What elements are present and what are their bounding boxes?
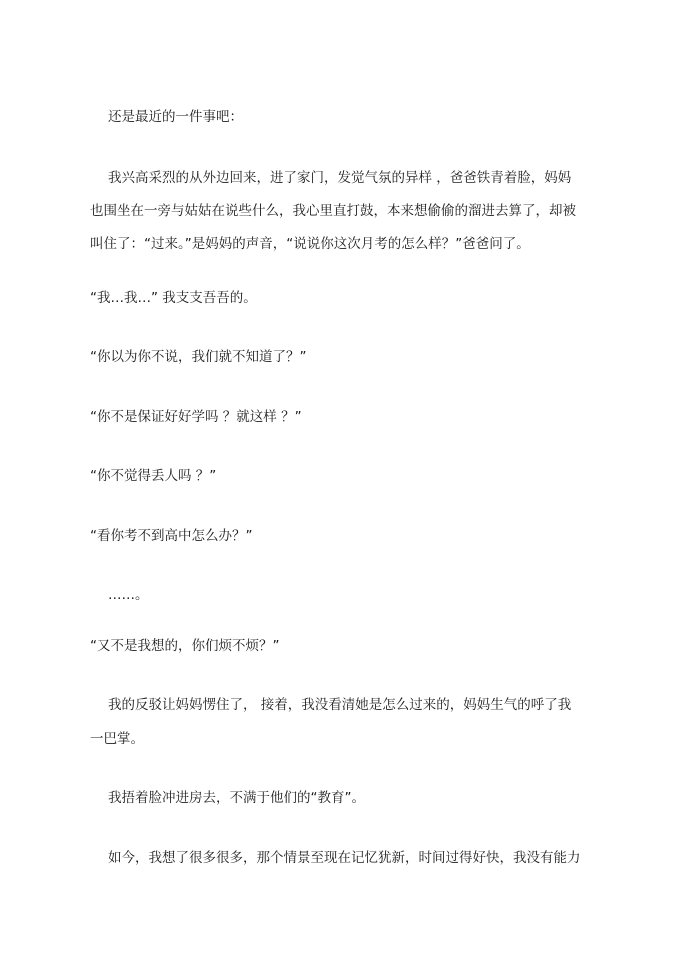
- dialogue-line-3: “你不是保证好好学吗 ？就这样 ？”: [90, 409, 302, 425]
- paragraph-10-line-1: 我的反驳让妈妈愣住了， 接着，我没看清她是怎么过来的，妈妈生气的呼了我: [108, 697, 572, 713]
- dialogue-line-6: “又不是我想的，你们烦不烦？”: [90, 638, 280, 654]
- paragraph-11: 我捂着脸冲进房去，不满于他们的“教育”。: [108, 790, 365, 806]
- dialogue-line-5: “看你考不到高中怎么办？”: [90, 528, 253, 544]
- dialogue-line-1: “我…我…” 我支支吾吾的。: [90, 290, 257, 306]
- paragraph-2-line-3: 叫住了：“过来。”是妈妈的声音，“说说你这次月考的怎么样？”爸爸问了。: [90, 236, 530, 252]
- paragraph-2-line-2: 也围坐在一旁与姑姑在说些什么，我心里直打鼓，本来想偷偷的溜进去算了，却被: [90, 203, 576, 219]
- paragraph-12: 如今，我想了很多很多，那个情景至现在记忆犹新，时间过得好快，我没有能力: [108, 850, 581, 866]
- paragraph-10-line-2: 一巴掌。: [90, 731, 144, 747]
- paragraph-2-line-1: 我兴高采烈的从外边回来，进了家门，发觉气氛的异样 ，爸爸铁青着脸，妈妈: [108, 170, 572, 186]
- ellipsis-line: ……。: [108, 587, 149, 603]
- dialogue-line-2: “你以为你不说，我们就不知道了？”: [90, 349, 307, 365]
- paragraph-intro: 还是最近的一件事吧：: [108, 109, 243, 125]
- dialogue-line-4: “你不觉得丢人吗 ？”: [90, 468, 217, 484]
